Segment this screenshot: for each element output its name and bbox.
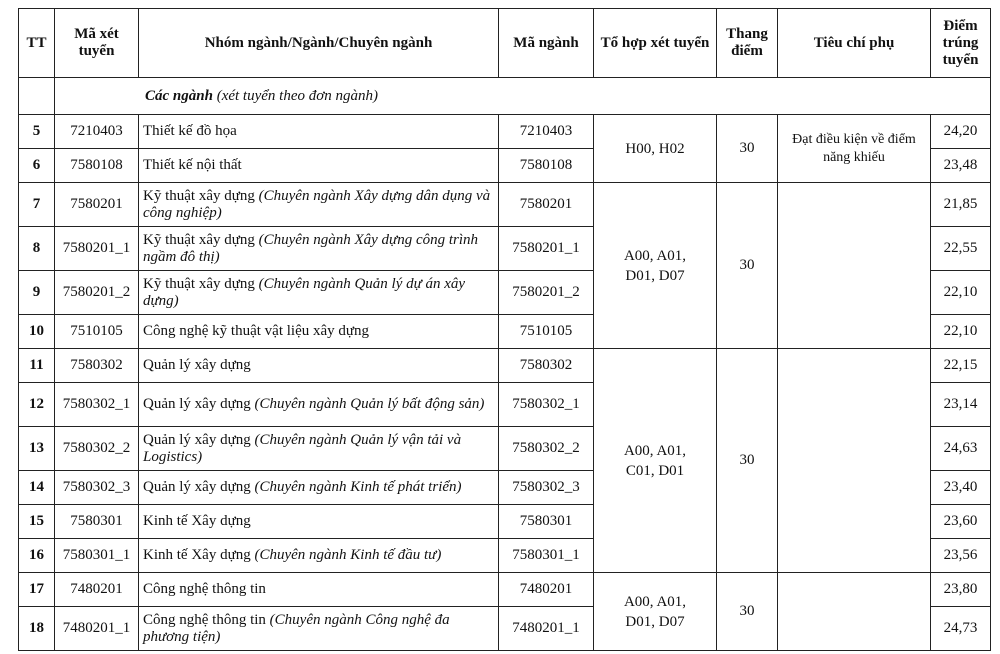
row-nganh-name: Kỹ thuật xây dựng	[143, 275, 255, 292]
row-nganh-specialization: (Chuyên ngành Kinh tế phát triển)	[254, 479, 462, 495]
row-tt: 16	[19, 539, 55, 573]
section-cell	[55, 78, 991, 115]
group-tieu-chi	[778, 183, 931, 349]
row-nganh	[139, 607, 499, 651]
row-diem: 22,10	[931, 271, 991, 315]
row-nganh	[139, 427, 499, 471]
row-nganh-name: Quản lý xây dựng	[143, 479, 251, 495]
row-tt: 15	[19, 505, 55, 539]
group-thang-diem: 30	[717, 349, 778, 573]
group-tieu-chi	[778, 349, 931, 573]
row-tt: 13	[19, 427, 55, 471]
row-nganh-specialization: (Chuyên ngành Công nghệ đa phương tiện)	[143, 611, 450, 645]
row-nganh	[139, 573, 499, 607]
row-nganh	[139, 271, 499, 315]
row-nganh	[139, 115, 499, 149]
row-diem: 24,63	[931, 427, 991, 471]
row-ma-nganh: 7480201_1	[499, 607, 594, 651]
row-ma-nganh: 7210403	[499, 115, 594, 149]
row-nganh-specialization: (Chuyên ngành Quản lý bất động sản)	[254, 396, 485, 412]
row-ma-xet-tuyen: 7580301_1	[55, 539, 139, 573]
row-ma-nganh: 7580302_2	[499, 427, 594, 471]
row-diem: 23,56	[931, 539, 991, 573]
table-row	[19, 183, 991, 227]
header-tt: TT	[19, 9, 55, 78]
row-nganh-specialization: (Chuyên ngành Xây dựng công trình ngầm đô thị)	[143, 231, 479, 265]
group-to-hop: A00, A01, D01, D07	[594, 573, 717, 651]
row-nganh	[139, 349, 499, 383]
row-ma-xet-tuyen: 7480201	[55, 573, 139, 607]
row-nganh-name: Quản lý xây dựng	[143, 357, 251, 373]
row-nganh-name: Quản lý xây dựng	[143, 396, 251, 412]
section-note: (xét tuyển theo đơn ngành)	[216, 87, 378, 104]
row-ma-xet-tuyen: 7580201_2	[55, 271, 139, 315]
row-tt: 7	[19, 183, 55, 227]
row-nganh-name: Kinh tế Xây dựng	[143, 547, 251, 563]
group-tieu-chi	[778, 573, 931, 651]
row-nganh-name: Kinh tế Xây dựng	[143, 513, 251, 529]
row-nganh	[139, 315, 499, 349]
row-ma-nganh: 7580302_3	[499, 471, 594, 505]
row-tt: 11	[19, 349, 55, 383]
row-nganh-name: Công nghệ thông tin	[143, 581, 266, 597]
row-nganh-name: Kỹ thuật xây dựng	[143, 231, 255, 248]
row-ma-nganh: 7580108	[499, 149, 594, 183]
row-ma-xet-tuyen: 7580108	[55, 149, 139, 183]
header-ma-xet-tuyen: Mã xét tuyển	[55, 9, 139, 78]
row-nganh-name: Kỹ thuật xây dựng	[143, 187, 255, 204]
row-diem: 23,80	[931, 573, 991, 607]
row-nganh	[139, 227, 499, 271]
header-tieu-chi: Tiêu chí phụ	[778, 9, 931, 78]
row-ma-xet-tuyen: 7480201_1	[55, 607, 139, 651]
row-ma-nganh: 7510105	[499, 315, 594, 349]
table-row	[19, 573, 991, 607]
header-thang-diem: Thang điểm	[717, 9, 778, 78]
row-diem: 24,20	[931, 115, 991, 149]
row-ma-xet-tuyen: 7580201_1	[55, 227, 139, 271]
row-nganh	[139, 505, 499, 539]
row-tt: 17	[19, 573, 55, 607]
section-title: Các ngành	[145, 87, 213, 104]
row-ma-nganh: 7580201_1	[499, 227, 594, 271]
group-thang-diem: 30	[717, 115, 778, 183]
row-ma-xet-tuyen: 7580201	[55, 183, 139, 227]
group-to-hop: A00, A01, C01, D01	[594, 349, 717, 573]
row-nganh-specialization: (Chuyên ngành Xây dựng dân dụng và công nghiệp)	[143, 187, 491, 221]
header-row	[19, 9, 991, 78]
row-nganh-name: Thiết kế đồ họa	[143, 123, 237, 139]
row-nganh	[139, 183, 499, 227]
row-diem: 23,14	[931, 383, 991, 427]
row-nganh	[139, 149, 499, 183]
row-diem: 23,40	[931, 471, 991, 505]
row-ma-xet-tuyen: 7580302_1	[55, 383, 139, 427]
table-row	[19, 349, 991, 383]
row-nganh-name: Thiết kế nội thất	[143, 157, 242, 173]
row-diem: 21,85	[931, 183, 991, 227]
header-diem: Điểm trúng tuyển	[931, 9, 991, 78]
row-ma-nganh: 7580201	[499, 183, 594, 227]
row-tt: 5	[19, 115, 55, 149]
row-tt: 14	[19, 471, 55, 505]
row-tt: 10	[19, 315, 55, 349]
row-ma-nganh: 7580201_2	[499, 271, 594, 315]
row-ma-nganh: 7580301	[499, 505, 594, 539]
group-to-hop: H00, H02	[594, 115, 717, 183]
header-nganh: Nhóm ngành/Ngành/Chuyên ngành	[139, 9, 499, 78]
row-tt: 9	[19, 271, 55, 315]
section-row	[19, 78, 991, 115]
row-ma-nganh: 7580302	[499, 349, 594, 383]
row-nganh-name: Quản lý xây dựng	[143, 431, 251, 448]
row-nganh-specialization: (Chuyên ngành Kinh tế đầu tư)	[254, 547, 442, 563]
group-thang-diem: 30	[717, 573, 778, 651]
row-tt: 18	[19, 607, 55, 651]
group-tieu-chi: Đạt điều kiện về điểm năng khiếu	[778, 115, 931, 183]
row-nganh-name: Công nghệ thông tin	[143, 611, 266, 628]
row-nganh	[139, 471, 499, 505]
row-nganh-name: Công nghệ kỹ thuật vật liệu xây dựng	[143, 323, 370, 339]
row-tt: 12	[19, 383, 55, 427]
row-ma-nganh: 7580302_1	[499, 383, 594, 427]
row-nganh-specialization: (Chuyên ngành Quản lý dự án xây dựng)	[143, 275, 466, 309]
table-row	[19, 115, 991, 149]
row-diem: 23,60	[931, 505, 991, 539]
row-nganh	[139, 539, 499, 573]
row-ma-nganh: 7580301_1	[499, 539, 594, 573]
section-tt-cell	[19, 78, 55, 115]
row-ma-xet-tuyen: 7580302_2	[55, 427, 139, 471]
row-nganh-specialization: (Chuyên ngành Quản lý vận tải và Logistics)	[143, 431, 462, 465]
row-ma-xet-tuyen: 7580302_3	[55, 471, 139, 505]
row-ma-xet-tuyen: 7580302	[55, 349, 139, 383]
row-tt: 8	[19, 227, 55, 271]
header-to-hop: Tổ hợp xét tuyển	[594, 9, 717, 78]
row-diem: 22,55	[931, 227, 991, 271]
row-ma-xet-tuyen: 7580301	[55, 505, 139, 539]
row-diem: 22,15	[931, 349, 991, 383]
row-diem: 22,10	[931, 315, 991, 349]
admission-scores-table	[18, 8, 991, 651]
header-ma-nganh: Mã ngành	[499, 9, 594, 78]
row-tt: 6	[19, 149, 55, 183]
row-ma-nganh: 7480201	[499, 573, 594, 607]
row-diem: 23,48	[931, 149, 991, 183]
row-diem: 24,73	[931, 607, 991, 651]
admission-table-wrapper	[18, 8, 990, 651]
row-nganh	[139, 383, 499, 427]
row-ma-xet-tuyen: 7210403	[55, 115, 139, 149]
group-thang-diem: 30	[717, 183, 778, 349]
group-to-hop: A00, A01, D01, D07	[594, 183, 717, 349]
row-ma-xet-tuyen: 7510105	[55, 315, 139, 349]
